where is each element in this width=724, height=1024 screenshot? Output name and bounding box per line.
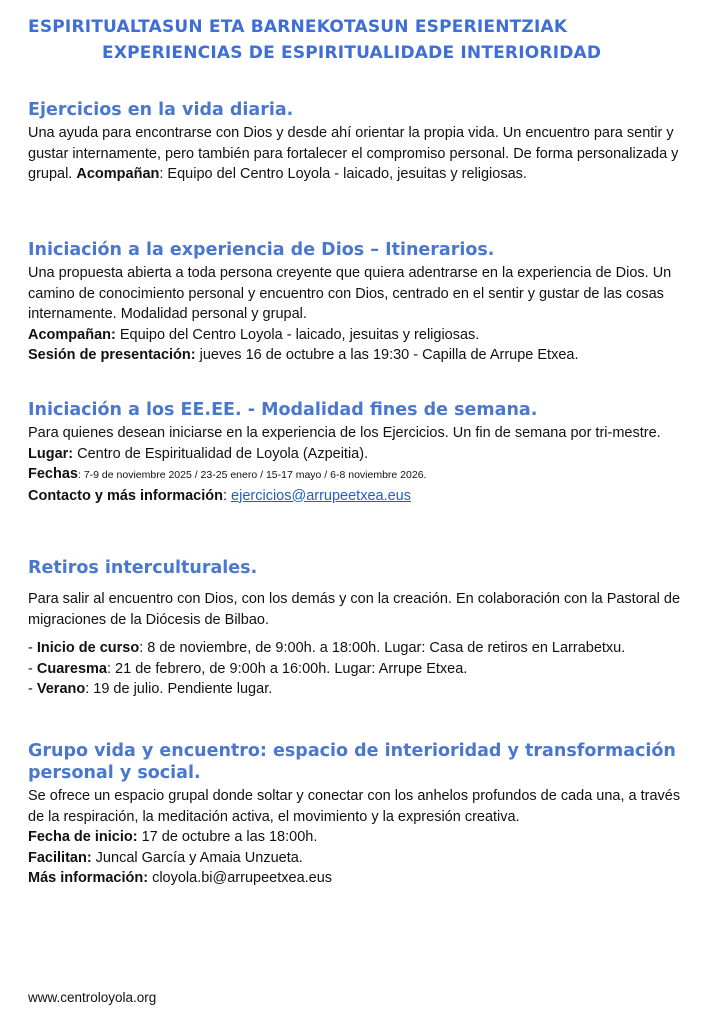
info-row [28, 345, 698, 366]
footer-url: www.centroloyola.org [28, 990, 157, 1005]
list-item [28, 679, 698, 700]
contact-label: Contacto y más información [28, 487, 223, 504]
list-item-value: : 8 de noviembre, de 9:00h. a 18:00h. Lugar: Casa de retiros en Larrabetxu. [139, 640, 626, 656]
contact-separator: : [222, 487, 232, 504]
fechas-label: Fechas [28, 466, 78, 482]
info-row [28, 486, 698, 507]
presentation-value: jueves 16 de octubre a las 19:30 - Capilla de Arrupe Etxea. [195, 347, 579, 363]
acompanan-label: Acompañan: [28, 326, 116, 343]
fechas-value: : 7-9 de noviembre 2025 / 23-25 enero / 15-17 mayo / 6-8 noviembre 2026. [77, 469, 427, 481]
lugar-label: Lugar: [28, 445, 74, 462]
list-dash: - [28, 640, 37, 656]
section-body: Se ofrece un espacio grupal donde soltar y conectar con los anhelos profundos de cada una, a través de la respiración, la meditación activa, el movimiento y la expresión creativa. [28, 788, 681, 825]
section-retiros-interculturales [28, 557, 698, 700]
acompanan-value: Equipo del Centro Loyola - laicado, jesuitas y religiosas. [115, 326, 480, 343]
contact-email-link[interactable]: ejercicios@arrupeetxea.eus [231, 487, 411, 504]
presentation-label: Sesión de presentación: [28, 347, 196, 363]
facilitan-value: Juncal García y Amaia Unzueta. [91, 849, 303, 866]
section-body: Para quienes desean iniciarse en la experiencia de los Ejercicios. Un fin de semana por tri-mestre. [28, 425, 661, 441]
info-row [28, 827, 698, 848]
mas-info-label: Más información: [28, 870, 149, 886]
list-item-label: Verano [36, 681, 86, 697]
section-title: Iniciación a la experiencia de Dios – Itinerarios. [28, 240, 495, 260]
list-item-label: Cuaresma [36, 660, 107, 677]
fecha-inicio-value: 17 de octubre a las 18:00h. [137, 829, 318, 845]
mas-info-value: cloyola.bi@arrupeetxea.eus [148, 870, 333, 886]
list-dash: - [28, 681, 37, 697]
header-title-spanish: EXPERIENCIAS DE ESPIRITUALIDADE INTERIORIDAD [102, 43, 602, 63]
section-body-text: Una ayuda para encontrarse con Dios y desde ahí orientar la propia vida. Un encuentro para sentir y gustar internamente, pero también para fortalecer el compromiso personal. De forma personalizada y grupal. [28, 125, 679, 182]
page-header [0, 14, 724, 66]
list-item [28, 638, 698, 659]
section-title: Ejercicios en la vida diaria. [28, 100, 294, 120]
facilitan-label: Facilitan: [28, 849, 92, 866]
retiros-list [28, 638, 698, 700]
section-title: Grupo vida y encuentro: espacio de interioridad y transformación personal y social. [28, 741, 676, 783]
section-title: Iniciación a los EE.EE. - Modalidad fines de semana. [28, 400, 538, 420]
section-body: Para salir al encuentro con Dios, con los demás y con la creación. En colaboración con la Pastoral de migraciones de la Diócesis de Bilbao. [28, 591, 681, 628]
list-item-value: : 19 de julio. Pendiente lugar. [85, 681, 273, 697]
acompanan-label: Acompañan [76, 166, 160, 182]
section-body: Una propuesta abierta a toda persona creyente que quiera adentrarse en la experiencia de Dios. Un camino de conocimiento personal y encuentro con Dios, centrado en el sentir y gustar de las cosas internamente. Modalidad personal y grupal. [28, 265, 672, 322]
list-item-label: Inicio de curso [36, 640, 140, 656]
section-ejercicios-vida-diaria [28, 99, 698, 185]
info-row [28, 444, 698, 465]
list-item [28, 659, 698, 680]
lugar-value: Centro de Espiritualidad de Loyola (Azpeitia). [73, 445, 369, 462]
section-iniciacion-experiencia [28, 239, 698, 366]
list-item-value: : 21 de febrero, de 9:00h a 16:00h. Lugar: Arrupe Etxea. [106, 660, 468, 677]
fecha-inicio-label: Fecha de inicio: [28, 829, 138, 845]
section-body [28, 123, 698, 185]
list-dash: - [28, 660, 37, 677]
section-title: Retiros interculturales. [28, 558, 258, 578]
header-title-basque: ESPIRITUALTASUN ETA BARNEKOTASUN ESPERIENTZIAK [28, 17, 568, 37]
acompanan-value: : Equipo del Centro Loyola - laicado, jesuitas y religiosas. [159, 166, 527, 182]
info-row [28, 325, 698, 346]
info-row [28, 464, 698, 486]
info-row [28, 848, 698, 869]
info-row [28, 868, 698, 889]
section-iniciacion-eeee [28, 399, 698, 506]
section-grupo-vida-encuentro [28, 740, 698, 889]
